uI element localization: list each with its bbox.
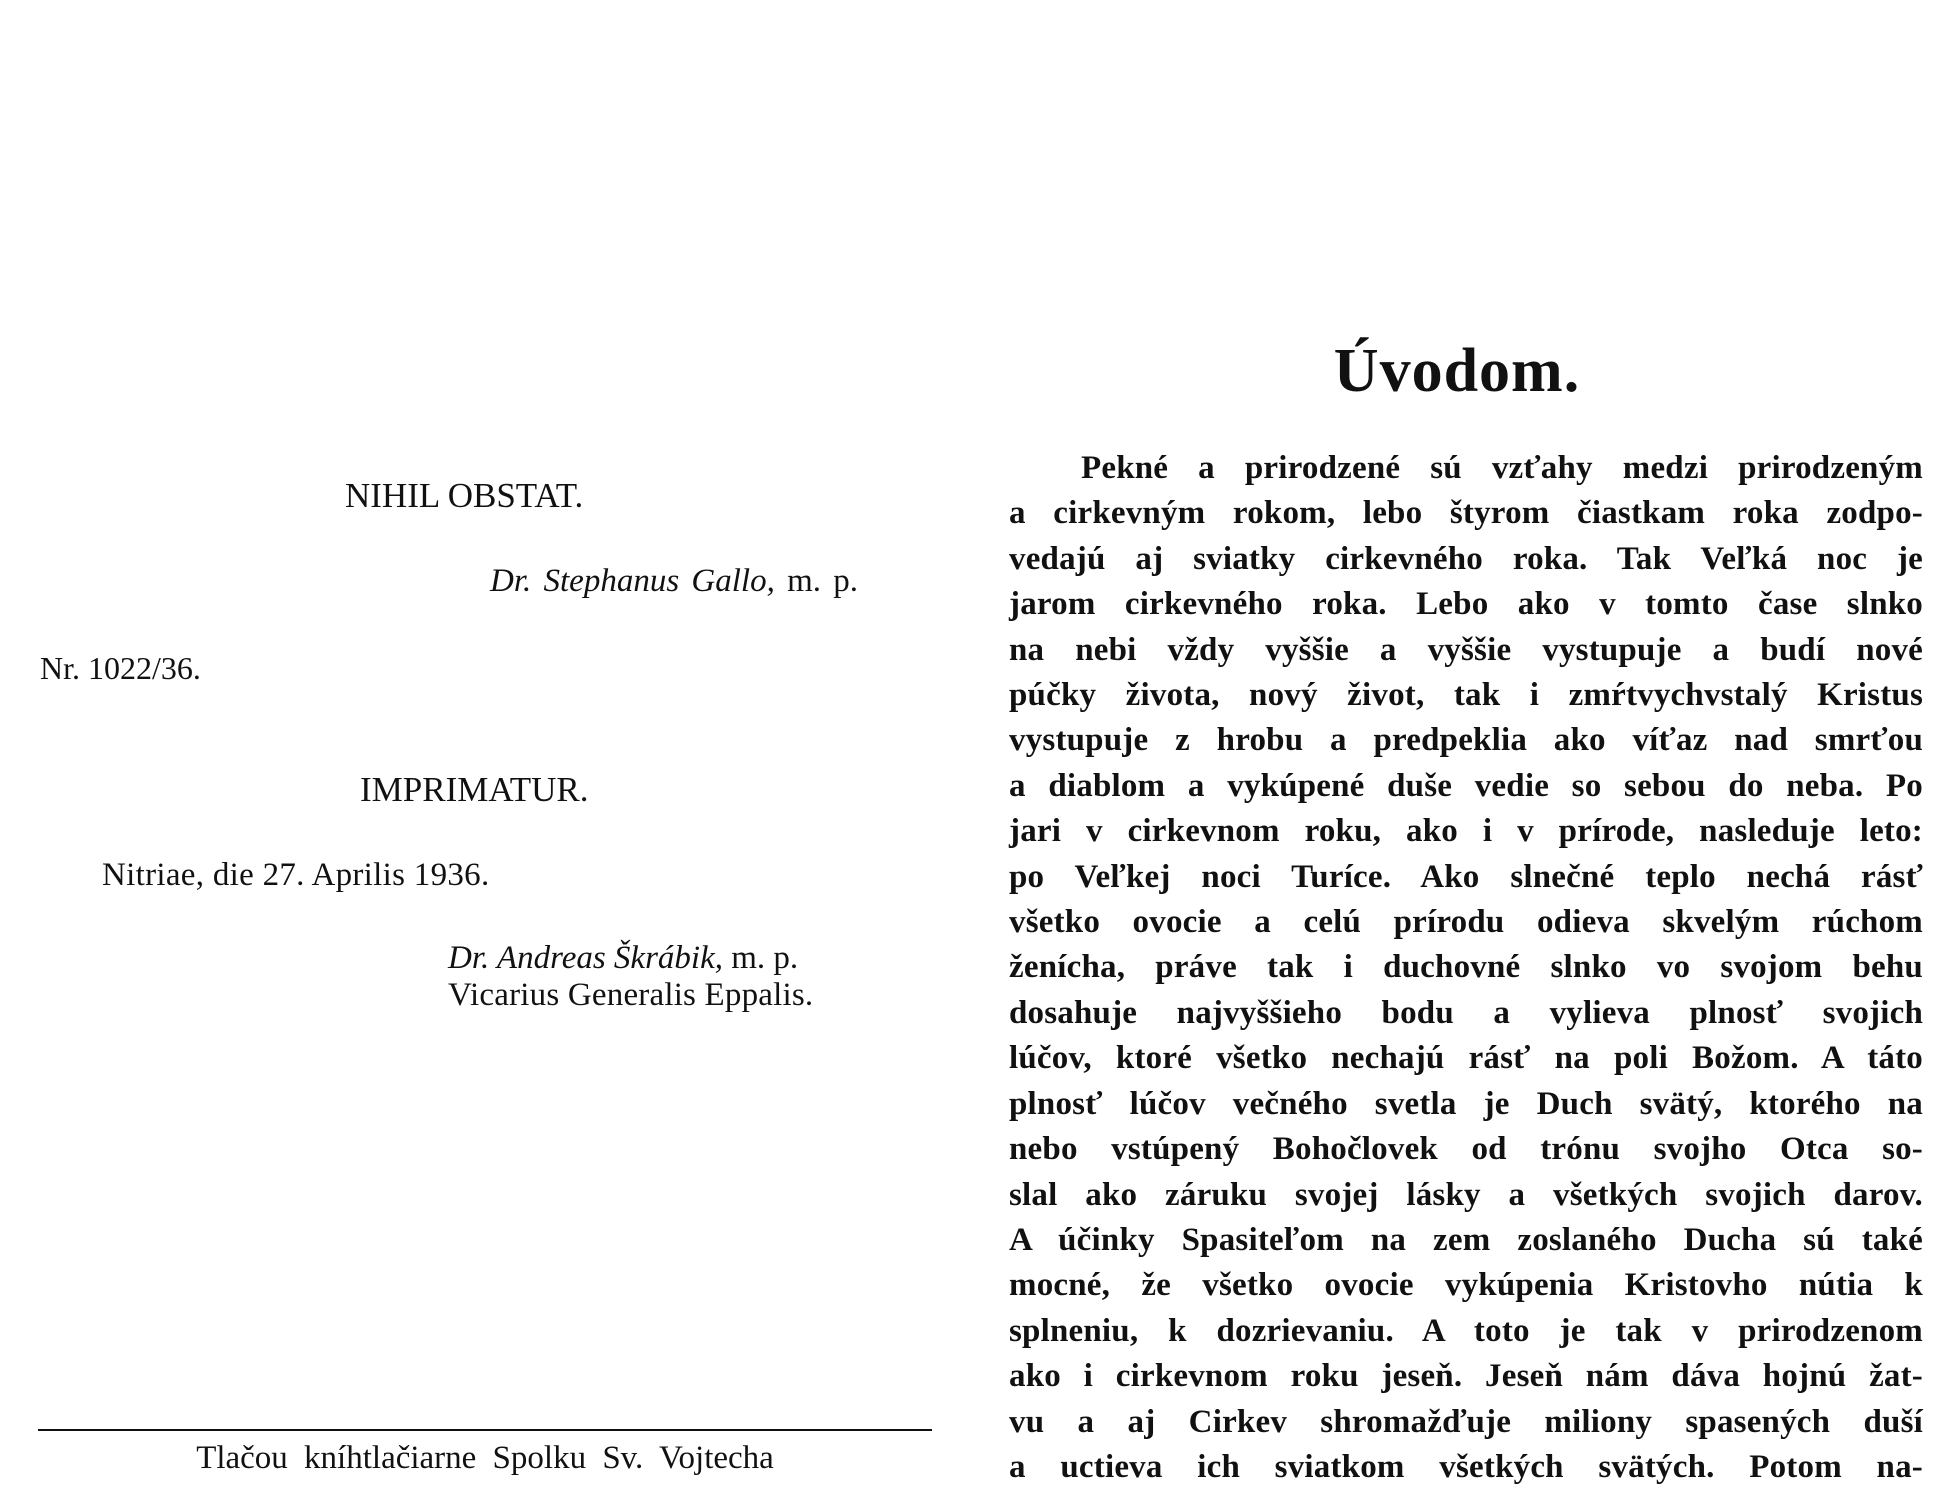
text-line: púčky života, nový život, tak i zmŕtvychvstalý Kristus [1009, 677, 1923, 714]
chapter-title: Úvodom. [1333, 337, 1581, 405]
printer-credit: Tlačou kníhtlačiarne Spolku Sv. Vojtecha [196, 1440, 774, 1476]
text-line: ženícha, práve tak i duchovné slnko vo svojom behu [1009, 949, 1923, 986]
text-line: dosahuje najvyššieho bodu a vylieva plnosť svojich [1009, 994, 1923, 1031]
text-line: na nebi vždy vyššie a vyššie vystupuje a budí nové [1009, 631, 1923, 668]
vicar-title: Vicarius Generalis Eppalis. [448, 977, 814, 1013]
footer-rule [38, 1429, 932, 1431]
text-line: a uctieva ich sviatkom všetkých svätých. Potom na- [1009, 1448, 1923, 1485]
nihil-obstat-heading: NIHIL OBSTAT. [345, 476, 584, 515]
text-line: ako i cirkevnom roku jeseň. Jeseň nám dáva hojnú žat- [1009, 1358, 1923, 1395]
vicar-line [448, 940, 813, 977]
vicar-signature [448, 940, 813, 1014]
text-line: vedajú aj sviatky cirkevného roka. Tak Veľká noc je [1009, 540, 1923, 577]
body-paragraph [1009, 446, 1923, 1490]
text-line: a cirkevným rokom, lebo štyrom čiastkam roka zodpo- [1009, 495, 1923, 532]
left-page [0, 0, 960, 1500]
text-line: A účinky Spasiteľom na zem zoslaného Ducha sú také [1009, 1221, 1923, 1258]
text-line: jarom cirkevného roka. Lebo ako v tomto čase slnko [1009, 586, 1923, 623]
text-line: vystupuje z hrobu a predpeklia ako víťaz nad smrťou [1009, 722, 1923, 759]
text-line: lúčov, ktoré všetko nechajú rásť na poli Božom. A táto [1009, 1040, 1923, 1077]
text-line: vu a aj Cirkev shromažďuje miliony spasených duší [1009, 1403, 1923, 1440]
censor-name: Dr. Stephanus Gallo, [490, 563, 775, 599]
text-line: a diablom a vykúpené duše vedie so sebou do neba. Po [1009, 767, 1923, 804]
imprimatur-heading: IMPRIMATUR. [360, 770, 589, 809]
vicar-name: Dr. Andreas Škrábik, [448, 940, 723, 976]
censor-signature [490, 563, 858, 600]
place-date: Nitriae, die 27. Aprilis 1936. [102, 857, 490, 893]
text-line: mocné, že všetko ovocie vykúpenia Kristovho nútia k [1009, 1267, 1923, 1304]
reference-number: Nr. 1022/36. [40, 650, 201, 686]
text-line: po Veľkej noci Turíce. Ako slnečné teplo nechá rásť [1009, 858, 1923, 895]
text-line: Pekné a prirodzené sú vzťahy medzi prirodzeným [1081, 450, 1923, 486]
text-line: jari v cirkevnom roku, ako i v prírode, nasleduje leto: [1009, 813, 1923, 850]
vicar-suffix: m. p. [731, 940, 799, 976]
censor-suffix: m. p. [787, 563, 859, 599]
text-line: plnosť lúčov večného svetla je Duch svätý, ktorého na [1009, 1085, 1923, 1122]
text-line: splneniu, k dozrievaniu. A toto je tak v prirodzenom [1009, 1312, 1923, 1349]
text-line: všetko ovocie a celú prírodu odieva skvelým rúchom [1009, 904, 1923, 941]
text-line: slal ako záruku svojej lásky a všetkých svojich darov. [1009, 1176, 1923, 1213]
text-line: nebo vstúpený Bohočlovek od trónu svojho Otca so- [1009, 1131, 1923, 1168]
right-page [980, 0, 1934, 1500]
